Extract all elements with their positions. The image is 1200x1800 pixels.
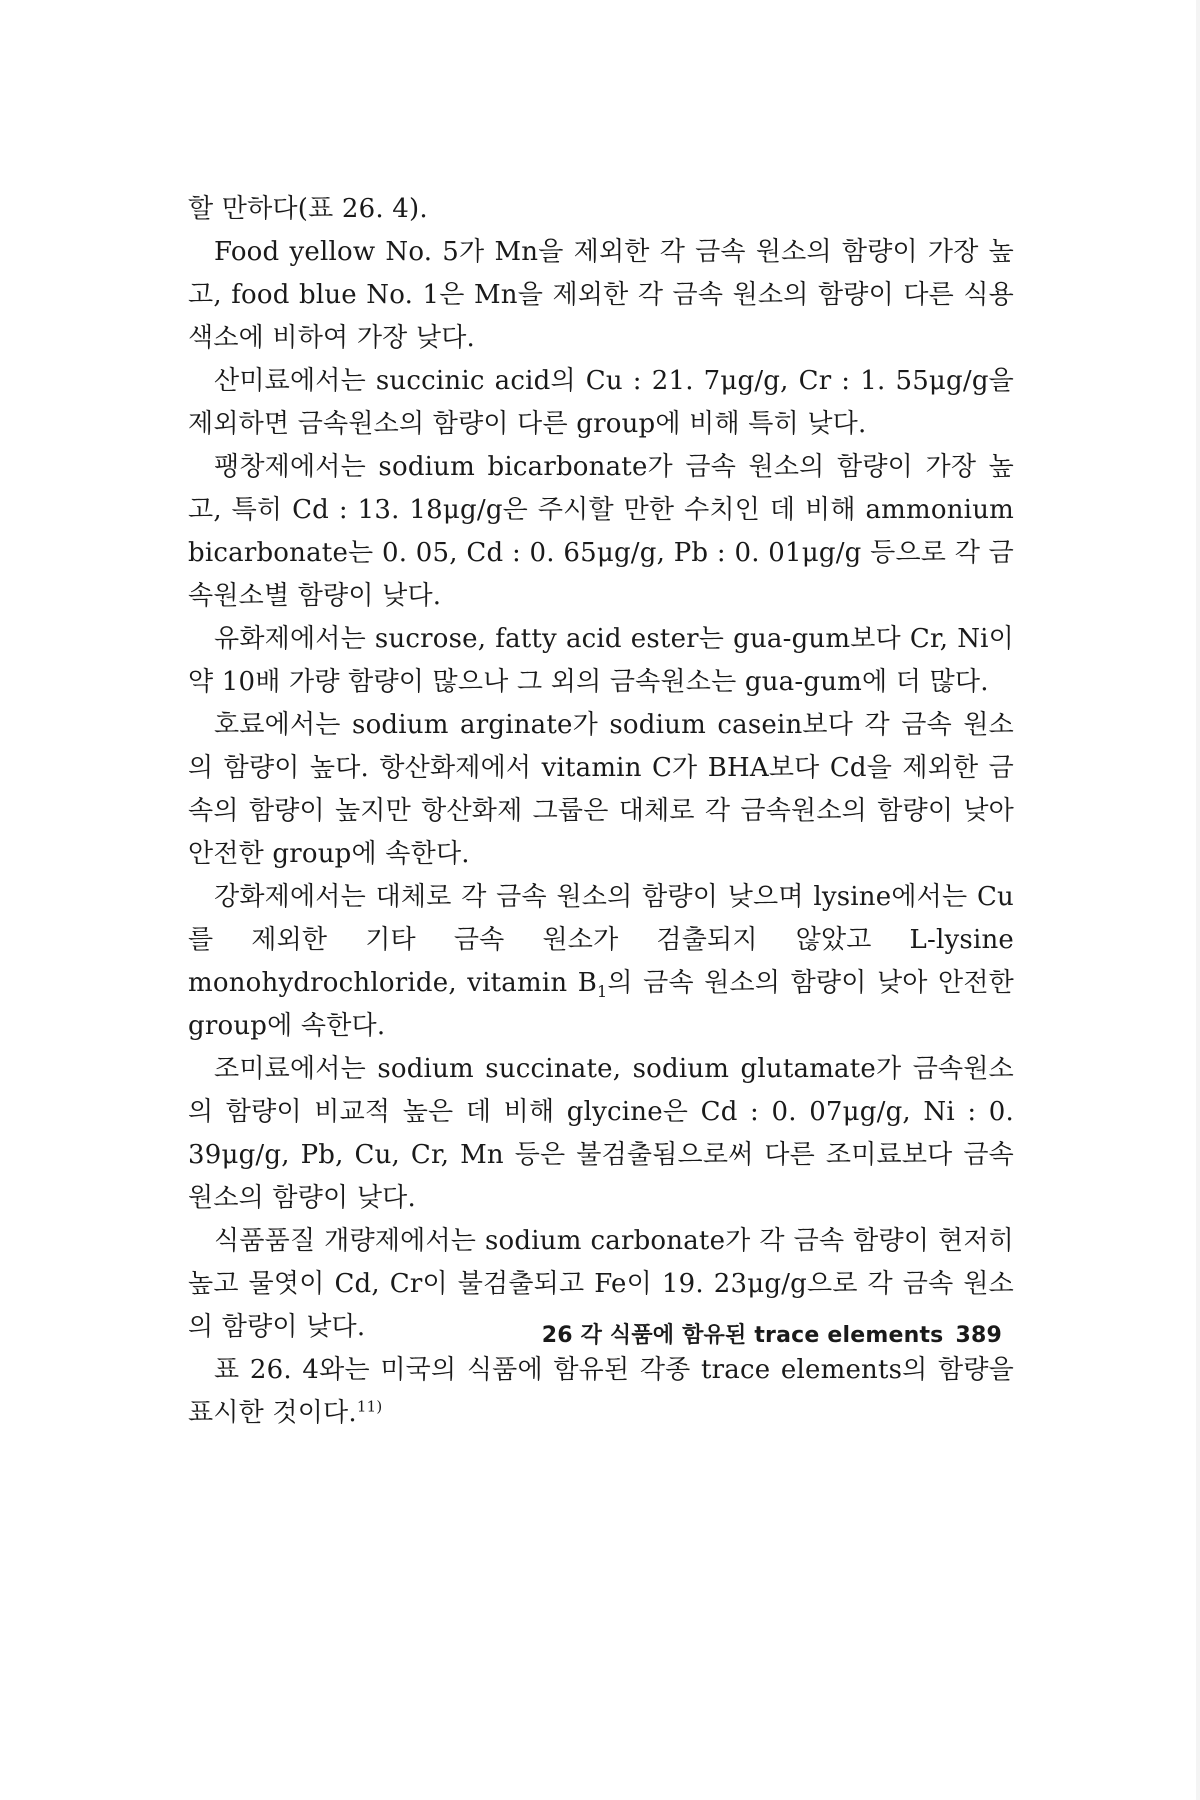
paragraph-fortifier — [188, 876, 1014, 1048]
paragraph-food-color: Food yellow No. 5가 Mn을 제외한 각 금속 원소의 함량이 가장 높고, food blue No. 1은 Mn을 제외한 각 금속 원소의 함량이 다른 식용색소에 비하여 가장 낮다. — [188, 237, 1014, 353]
page-edge — [1196, 0, 1200, 1800]
closing-text: 표 26. 4와는 미국의 식품에 함유된 각종 trace elements의 함량을 표시한 것이다. — [188, 1355, 1014, 1428]
fortifier-text-a: 강화제에서는 대체로 각 금속 원소의 함량이 낮으며 lysine에서는 Cu를 제외한 기타 금속 원소가 검출되지 않았고 L-lysine monohydrochloride, vitamin B — [188, 882, 1014, 998]
fortifier-text-b: 의 금속 원소의 함량이 낮아 안전한 group에 속한다. — [188, 968, 1015, 1041]
document-page — [188, 188, 1014, 1588]
body-text — [188, 188, 1014, 1435]
paragraph-seasoning: 조미료에서는 sodium succinate, sodium glutamate가 금속원소의 함량이 비교적 높은 데 비해 glycine은 Cd : 0. 07μg/g, Ni : 0. 39μg/g, Pb, Cu, Cr, Mn 등은 불검출됨으로써 다른 조미료보다 금속원소의 함량이 낮다. — [188, 1054, 1014, 1213]
paragraph-continuation: 할 만하다(표 26. 4). — [188, 194, 428, 224]
footnote-reference: 11) — [356, 1397, 383, 1416]
paragraph-quality-improver: 식품품질 개량제에서는 sodium carbonate가 각 금속 함량이 현저히 높고 물엿이 Cd, Cr이 불검출되고 Fe이 19. 23μg/g으로 각 금속 원소의 함량이 낮다. — [188, 1226, 1014, 1342]
paragraph-thickener-antioxidant: 호료에서는 sodium arginate가 sodium casein보다 각 금속 원소의 함량이 높다. 항산화제에서 vitamin C가 BHA보다 Cd을 제외한 금속의 함량이 높지만 항산화제 그룹은 대체로 각 금속원소의 함량이 낮아 안전한 group에 속한다. — [188, 710, 1014, 869]
running-title: 26 각 식품에 함유된 trace elements — [541, 1323, 944, 1348]
vitamin-subscript: 1 — [597, 982, 608, 1002]
paragraph-emulsifier: 유화제에서는 sucrose, fatty acid ester는 gua-gum보다 Cr, Ni이 약 10배 가량 함량이 많으나 그 외의 금속원소는 gua-gum에 더 많다. — [188, 624, 1014, 697]
page-number: 389 — [955, 1323, 1002, 1348]
paragraph-acidulant: 산미료에서는 succinic acid의 Cu : 21. 7μg/g, Cr : 1. 55μg/g을 제외하면 금속원소의 함량이 다른 group에 비해 특히 낮다. — [188, 366, 1014, 439]
paragraph-closing — [188, 1349, 1014, 1435]
running-footer — [352, 1318, 1002, 1349]
paragraph-leavening-agent: 팽창제에서는 sodium bicarbonate가 금속 원소의 함량이 가장 높고, 특히 Cd : 13. 18μg/g은 주시할 만한 수치인 데 비해 ammonium bicarbonate는 0. 05, Cd : 0. 65μg/g, Pb : 0. 01μg/g 등으로 각 금속원소별 함량이 낮다. — [188, 452, 1014, 611]
